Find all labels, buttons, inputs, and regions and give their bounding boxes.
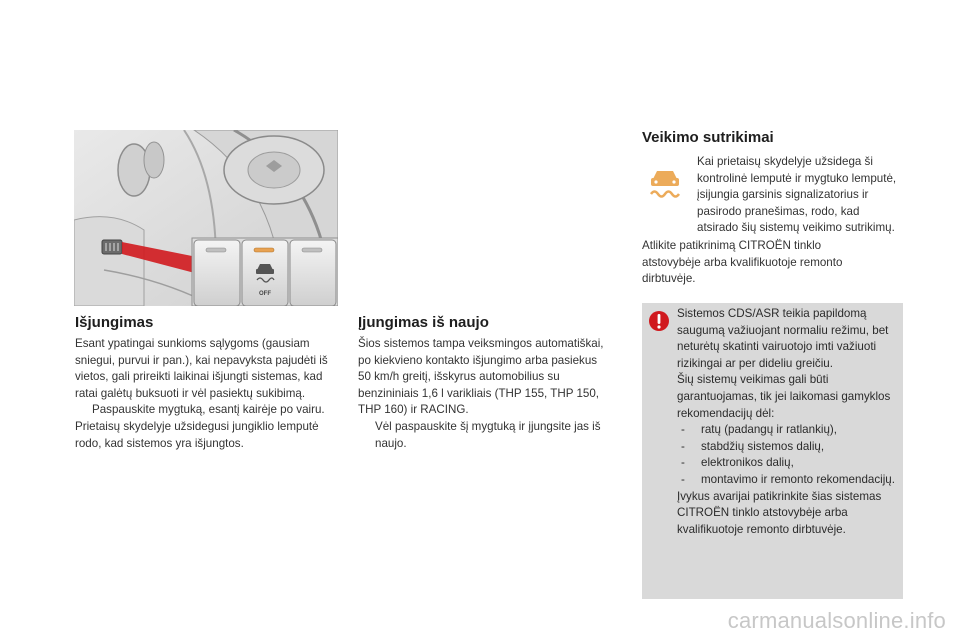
ijungimas-paragraph-1: Šios sistemos tampa veiksmingos automatiškai, po kiekvieno kontakto išjungimo arba pasiekus 50 km/h greitį, išskyrus automobilius su benzininiais 1,6 l varikliais (THP 155, THP 150, THP 160) ir RACING. bbox=[358, 337, 604, 417]
isjungimas-bullet-text: Paspauskite mygtuką, esantį kairėje po vairu. bbox=[92, 403, 325, 417]
isjungimas-bullet bbox=[75, 402, 345, 419]
watermark: carmanualsonline.info bbox=[727, 608, 946, 633]
off-label: OFF bbox=[259, 291, 271, 297]
warning-paragraph-3: Įvykus avarijai patikrinkite šias sistemas CITROËN tinklo atstovybėje arba kvalifikuotoje remonto dirbtuvėje. bbox=[677, 489, 882, 536]
veikimo-intro: Kai prietaisų skydelyje užsidega ši kontrolinė lemputė ir mygtuko lemputė, įsijungia garsinis signalizatorius ir pasirodo pranešimas, rodo, kad atsirado šių sistemų veikimo sutrikimų. bbox=[697, 155, 897, 235]
warning-list-item-text: montavimo ir remonto rekomendacijų. bbox=[701, 472, 895, 486]
ijungimas-bullet-text: Vėl paspauskite šį mygtuką ir įjungsite jas iš naujo. bbox=[375, 419, 601, 450]
dash-mark: - bbox=[681, 423, 685, 437]
section-body-ijungimas bbox=[358, 336, 612, 452]
section-title-veikimo: Veikimo sutrikimai bbox=[642, 129, 774, 146]
isjungimas-paragraph-1: Esant ypatingai sunkioms sąlygoms (gausiam sniegui, purvui ir pan.), kai nepavyksta pajudėti iš vietos, gali prireikti laikinai išjungti sistemas, kad ratai galėtų buksuoti ir vėl pasiektų sukibimą. bbox=[75, 337, 328, 400]
bullet-mark bbox=[75, 402, 92, 419]
dashboard-drawing bbox=[74, 130, 338, 306]
dash-mark: - bbox=[681, 472, 685, 486]
warning-list-item-text: elektronikos dalių, bbox=[701, 456, 794, 470]
dash-mark: - bbox=[681, 439, 685, 453]
warning-list-item bbox=[677, 422, 895, 439]
warning-list-item-text: ratų (padangų ir ratlankių), bbox=[701, 423, 837, 437]
warning-exclamation-icon bbox=[648, 310, 670, 332]
warning-list-item-text: stabdžių sistemos dalių, bbox=[701, 439, 825, 453]
dash-mark: - bbox=[681, 456, 685, 470]
veikimo-paragraph-2: Atlikite patikrinimą CITROËN tinklo atstovybėje arba kvalifikuotoje remonto dirbtuvėje. bbox=[642, 239, 843, 286]
warning-paragraph-1: Sistemos CDS/ASR teikia papildomą saugumą važiuojant normaliu režimu, bet neturėtų skatinti vairuotojo imti važiuoti rizikingai ar per dideliu greičiu. bbox=[677, 307, 889, 370]
section-title-isjungimas: Išjungimas bbox=[75, 314, 154, 331]
warning-list-item bbox=[677, 455, 895, 472]
warning-list-item bbox=[677, 472, 895, 489]
section-body-isjungimas bbox=[75, 336, 345, 452]
warning-box-text bbox=[677, 306, 895, 538]
section-title-ijungimas: Įjungimas iš naujo bbox=[358, 314, 489, 331]
isjungimas-paragraph-2: Prietaisų skydelyje užsidegusi jungiklio lemputė rodo, kad sistemos yra išjungtos. bbox=[75, 419, 319, 450]
warning-paragraph-2: Šių sistemų veikimas gali būti garantuojamas, tik jei laikomasi gamyklos rekomendacijų dėl: bbox=[677, 373, 891, 420]
dashboard-illustration bbox=[74, 130, 338, 306]
ijungimas-bullet bbox=[358, 419, 612, 452]
bullet-mark bbox=[358, 419, 375, 452]
esp-warning-lamp-icon bbox=[644, 165, 686, 199]
warning-list-item bbox=[677, 439, 895, 456]
